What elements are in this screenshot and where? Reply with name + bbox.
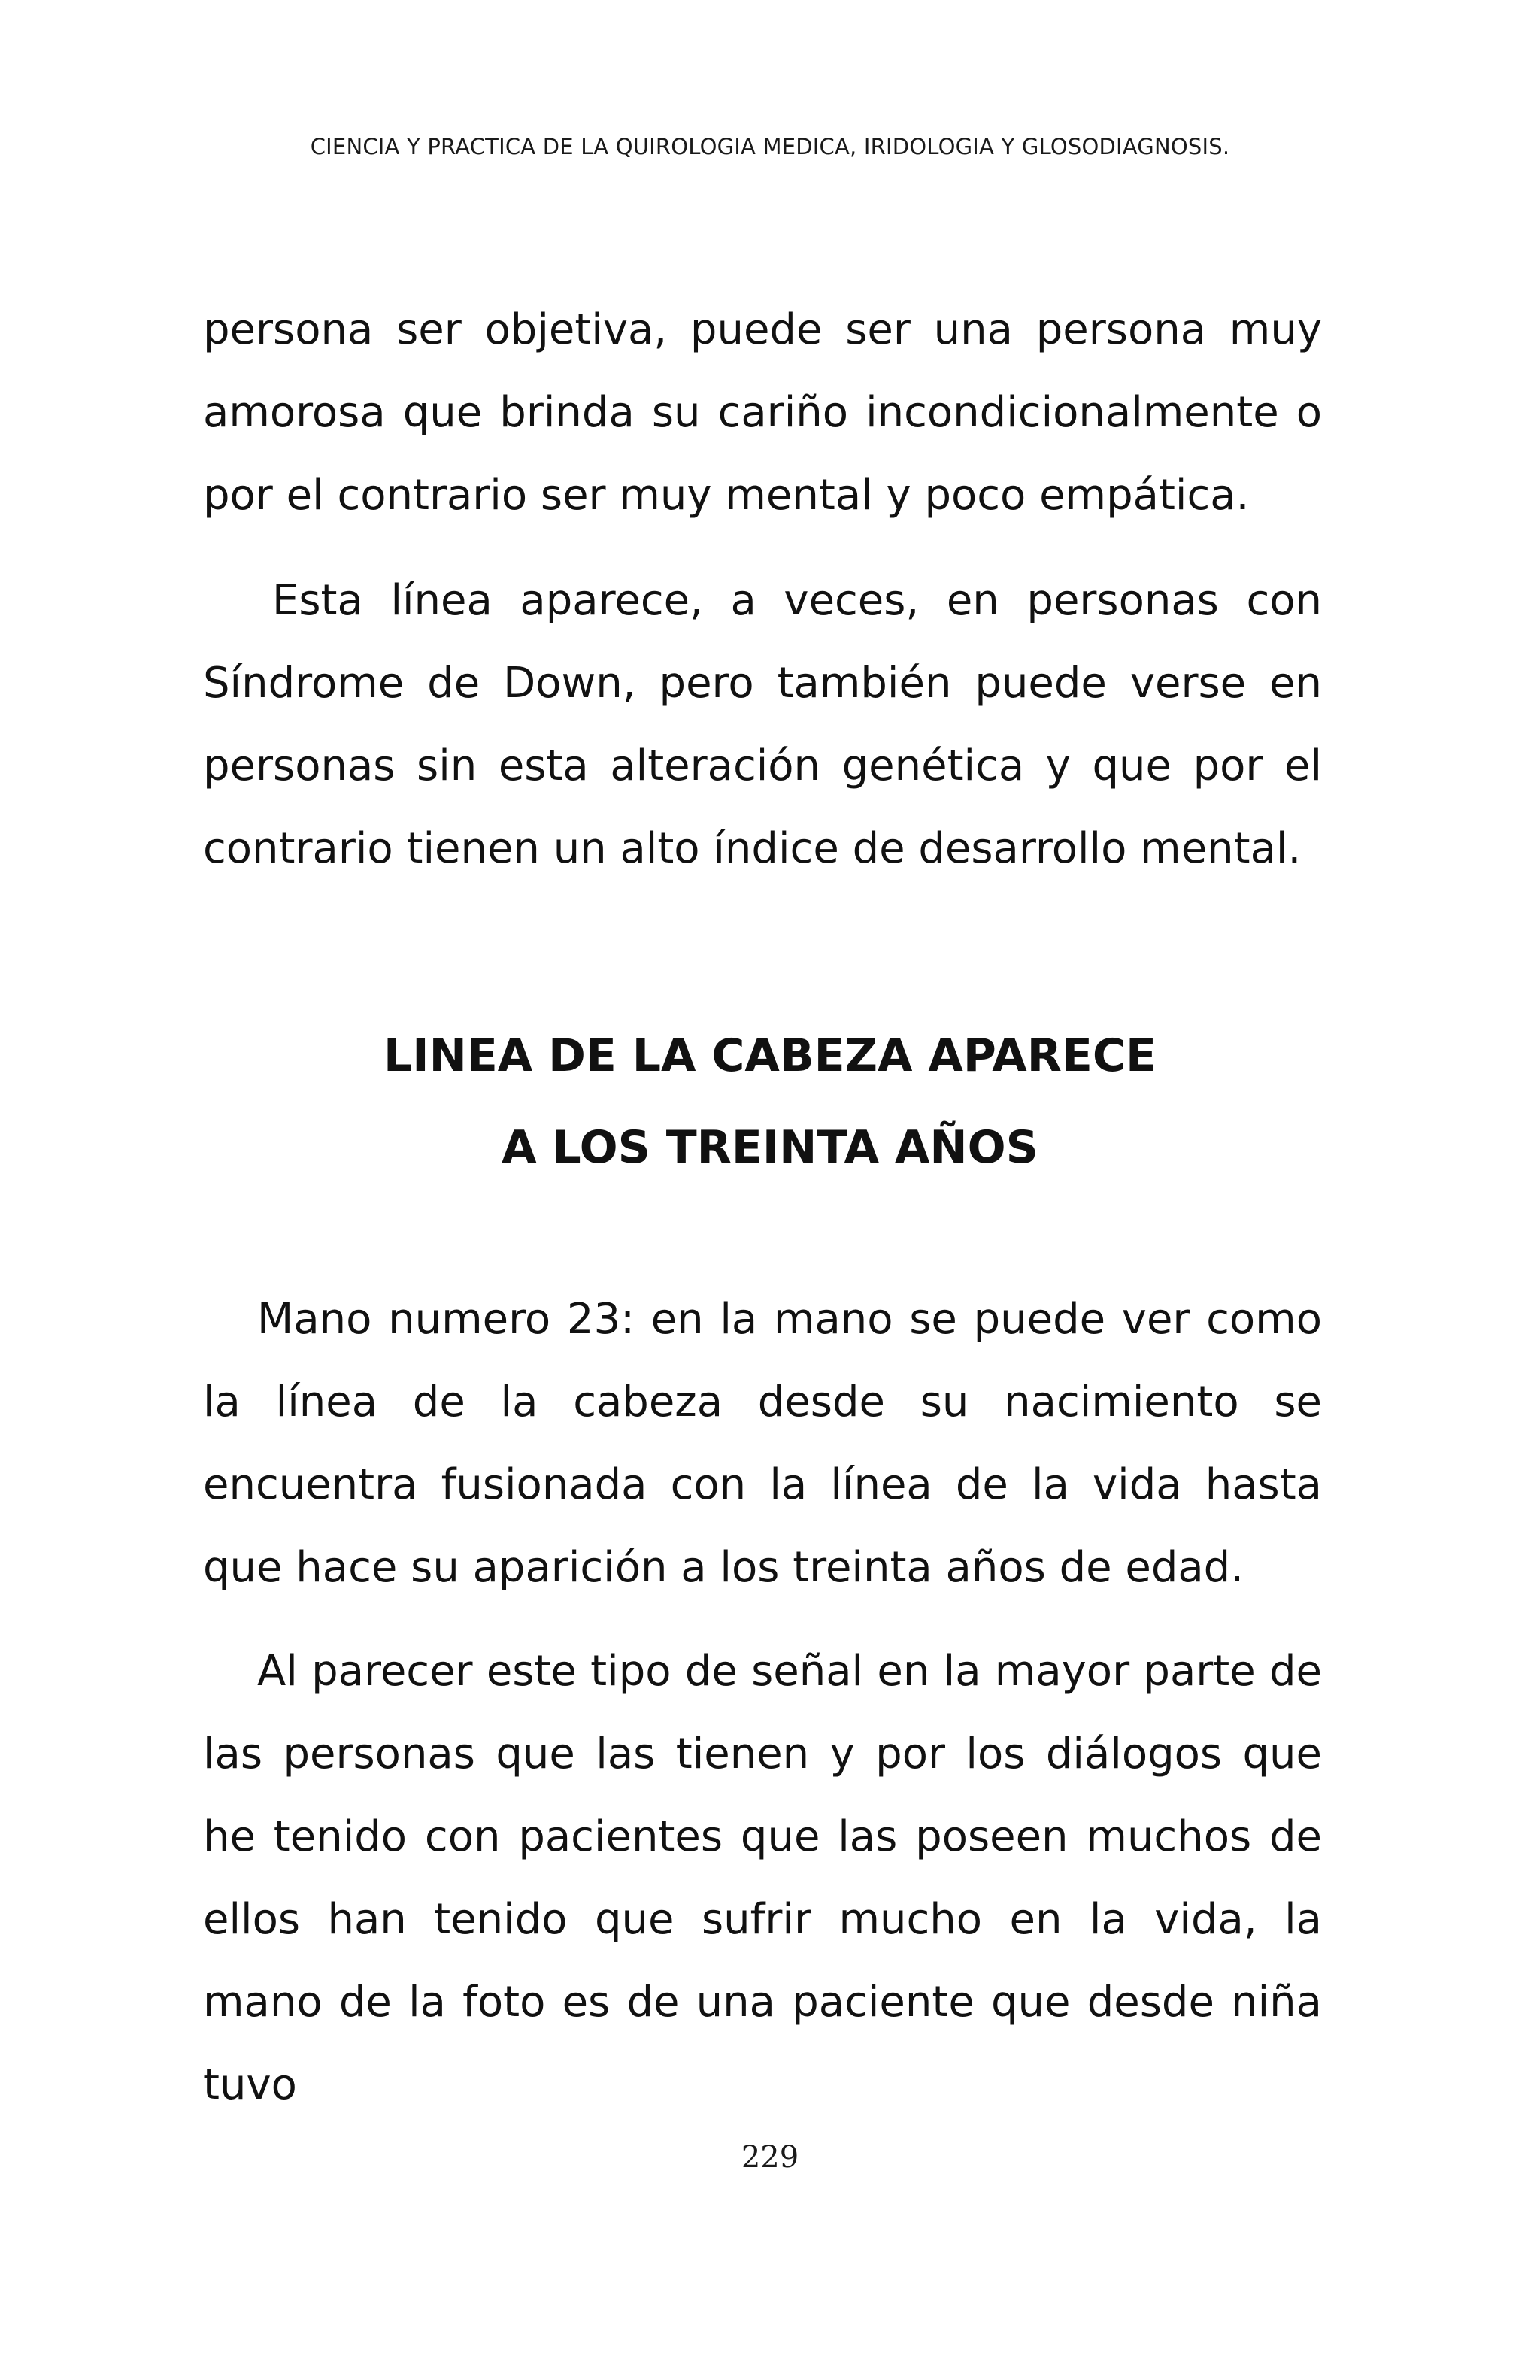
running-header: CIENCIA Y PRACTICA DE LA QUIROLOGIA MEDICA, IRIDOLOGIA Y GLOSODIAGNOSIS. [310,134,1230,159]
paragraph-text: Mano numero 23: en la mano se puede ver como la línea de la cabeza desde su nacimiento se encuentra fusionada con la línea de la vida hasta que hace su aparición a los treinta años de edad. [203,1295,1322,1592]
paragraph-continuation [203,289,1322,537]
page-number: 229 [741,2140,799,2175]
paragraph-text: persona ser objetiva, puede ser una persona muy amorosa que brinda su cariño incondicionalmente o por el contrario ser muy mental y poco empática. [203,305,1322,520]
paragraph-text: Esta línea aparece, a veces, en personas con Síndrome de Down, pero también puede verse en personas sin esta alteración genética y que por el contrario tienen un alto índice de desarrollo mental. [203,576,1322,873]
paragraph-suffering [203,1630,1322,2127]
paragraph-hand-23 [203,1278,1322,1609]
section-heading-line-1: LINEA DE LA CABEZA APARECE [383,1029,1157,1082]
section-heading-line-2: A LOS TREINTA AÑOS [502,1121,1038,1174]
paragraph-text: Al parecer este tipo de señal en la mayor parte de las personas que las tienen y por los diálogos que he tenido con pacientes que las poseen muchos de ellos han tenido que sufrir mucho en la vida, la mano de la foto es de una paciente que desde niña tuvo [203,1647,1322,2109]
paragraph-down-syndrome [203,559,1322,890]
